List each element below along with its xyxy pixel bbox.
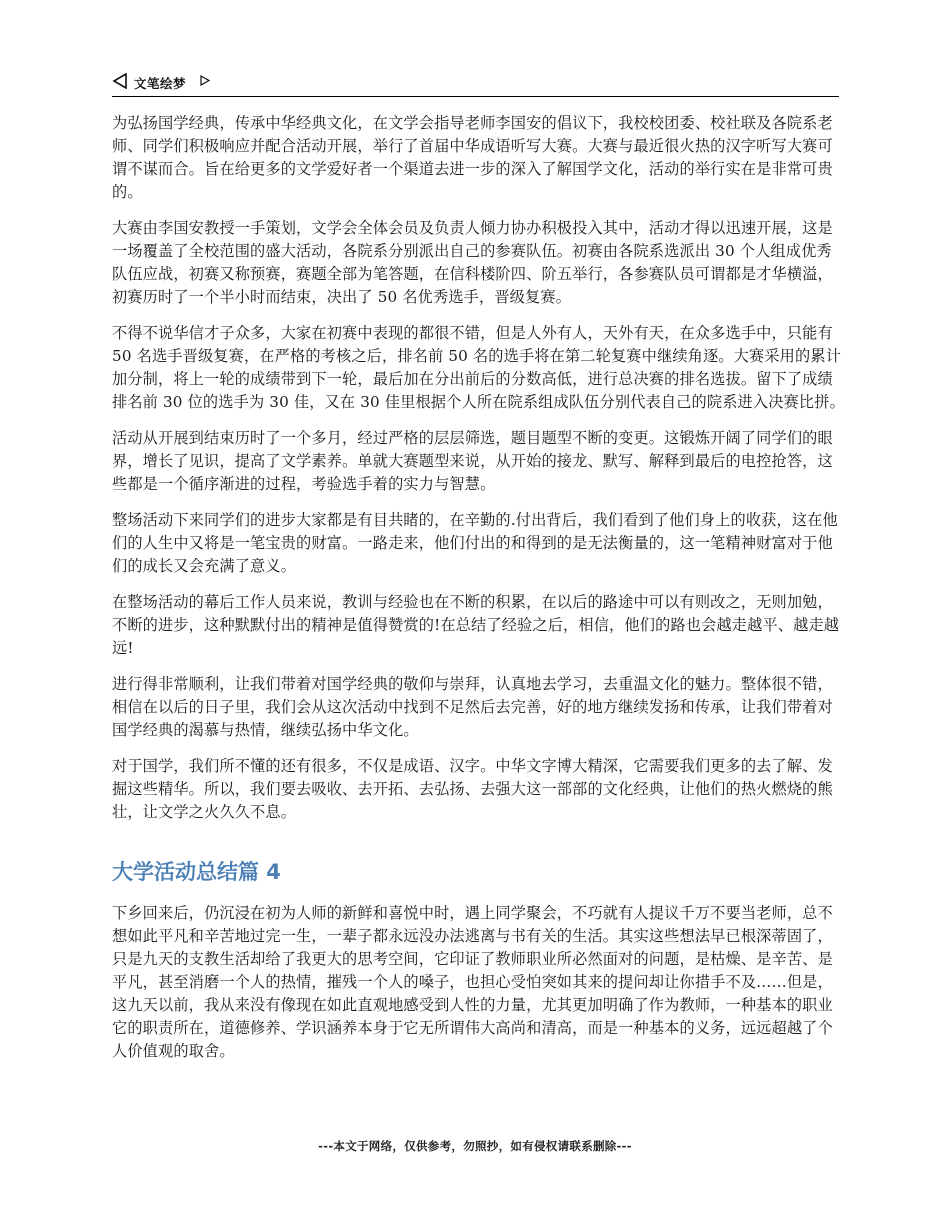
paragraph-6: 在整场活动的幕后工作人员来说，教训与经验也在不断的积累，在以后的路途中可以有则改之，无则加勉，不断的进步，这种默默付出的精神是值得赞赏的!在总结了经验之后，相信，他们的路也会越走越平、越走越远! [112,593,840,657]
paragraph-1: 为弘扬国学经典，传承中华经典文化，在文学会指导老师李国安的倡议下，我校校团委、校社联及各院系老师、同学们积极响应并配合活动开展，举行了首届中华成语听写大赛。大赛与最近很火热的汉字听写大赛可谓不谋而合。旨在给更多的文学爱好者一个渠道去进一步的深入了解国学文化，活动的举行实在是非常可贵的。 [112,114,833,201]
right-triangle-icon [200,75,210,86]
page-footer: ---本文于网络，仅供参考，勿照抄，如有侵权请联系删除--- [318,1139,632,1153]
section-heading: 大学活动总结篇 4 [112,860,281,884]
paragraph-8: 对于国学，我们所不懂的还有很多，不仅是成语、汉字。中华文字博大精深，它需要我们更多的去了解、发掘这些精华。所以，我们要去吸收、去开拓、去弘扬、去强大这一部部的文化经典，让他们的热火燃烧的熊壮，让文学之火久久不息。 [112,757,833,821]
header-brand: 文笔绘梦 [134,76,187,91]
paragraph-5: 整场活动下来同学们的进步大家都是有目共睹的，在辛勤的.付出背后，我们看到了他们身上的收获，这在他们的人生中又将是一笔宝贵的财富。一路走来，他们付出的和得到的是无法衡量的，这一笔精神财富对于他们的成长又会充满了意义。 [112,511,838,575]
paragraph-2: 大赛由李国安教授一手策划，文学会全体会员及负责人倾力协办积极投入其中，活动才得以迅速开展，这是一场覆盖了全校范围的盛大活动，各院系分别派出自己的参赛队伍。初赛由各院系选派出 30 个人组成优秀队伍应战，初赛又称预赛，赛题全部为笔答题，在信科楼阶四、阶五举行，各参赛队员可谓都是才华横溢，初赛历时了一个半小时而结束，决出了 50 名优秀选手，晋级复赛。 [112,219,833,306]
section-paragraph-1: 下乡回来后，仍沉浸在初为人师的新鲜和喜悦中时，遇上同学聚会，不巧就有人提议千万不要当老师，总不想如此平凡和辛苦地过完一生，一辈子都永远没办法逃离与书有关的生活。其实这些想法早已根深蒂固了，只是九天的支教生活却给了我更大的思考空间，它印证了教师职业所必然面对的问题，是枯燥、是辛苦、是平凡，甚至消磨一个人的热情，摧残一个人的嗓子，也担心受怕突如其来的提问却让你措手不及……但是，这九天以前，我从来没有像现在如此直观地感受到人性的力量，尤其更加明确了作为教师，一种基本的职业它的职责所在，道德修养、学识涵养本身于它无所谓伟大高尚和清高，而是一种基本的义务，远远超越了个人价值观的取舍。 [112,904,833,1060]
paragraph-4: 活动从开展到结束历时了一个多月，经过严格的层层筛选，题目题型不断的变更。这锻炼开阔了同学们的眼界，增长了见识，提高了文学素养。单就大赛题型来说，从开始的接龙、默写、解释到最后的电控抢答，这些都是一个循序渐进的过程，考验选手着的实力与智慧。 [112,429,833,493]
document-body [112,112,847,1076]
paragraph-7: 进行得非常顺利，让我们带着对国学经典的敬仰与崇拜，认真地去学习，去重温文化的魅力。整体很不错，相信在以后的日子里，我们会从这次活动中找到不足然后去完善，好的地方继续发扬和传承，让我们带着对国学经典的渴慕与热情，继续弘扬中华文化。 [112,675,833,739]
paragraph-3: 不得不说华信才子众多，大家在初赛中表现的都很不错，但是人外有人，天外有天，在众多选手中，只能有 50 名选手晋级复赛，在严格的考核之后，排名前 50 名的选手将在第二轮复赛中继续角逐。大赛采用的累计加分制，将上一轮的成绩带到下一轮，最后加在分出前后的分数高低，进行总决赛的排名选拔。留下了成绩排名前 30 位的选手为 30 佳，又在 30 佳里根据个人所在院系组成队伍分别代表自己的院系进入决赛比拼。 [112,324,845,411]
page-header [112,70,839,97]
left-triangle-icon [112,73,128,89]
